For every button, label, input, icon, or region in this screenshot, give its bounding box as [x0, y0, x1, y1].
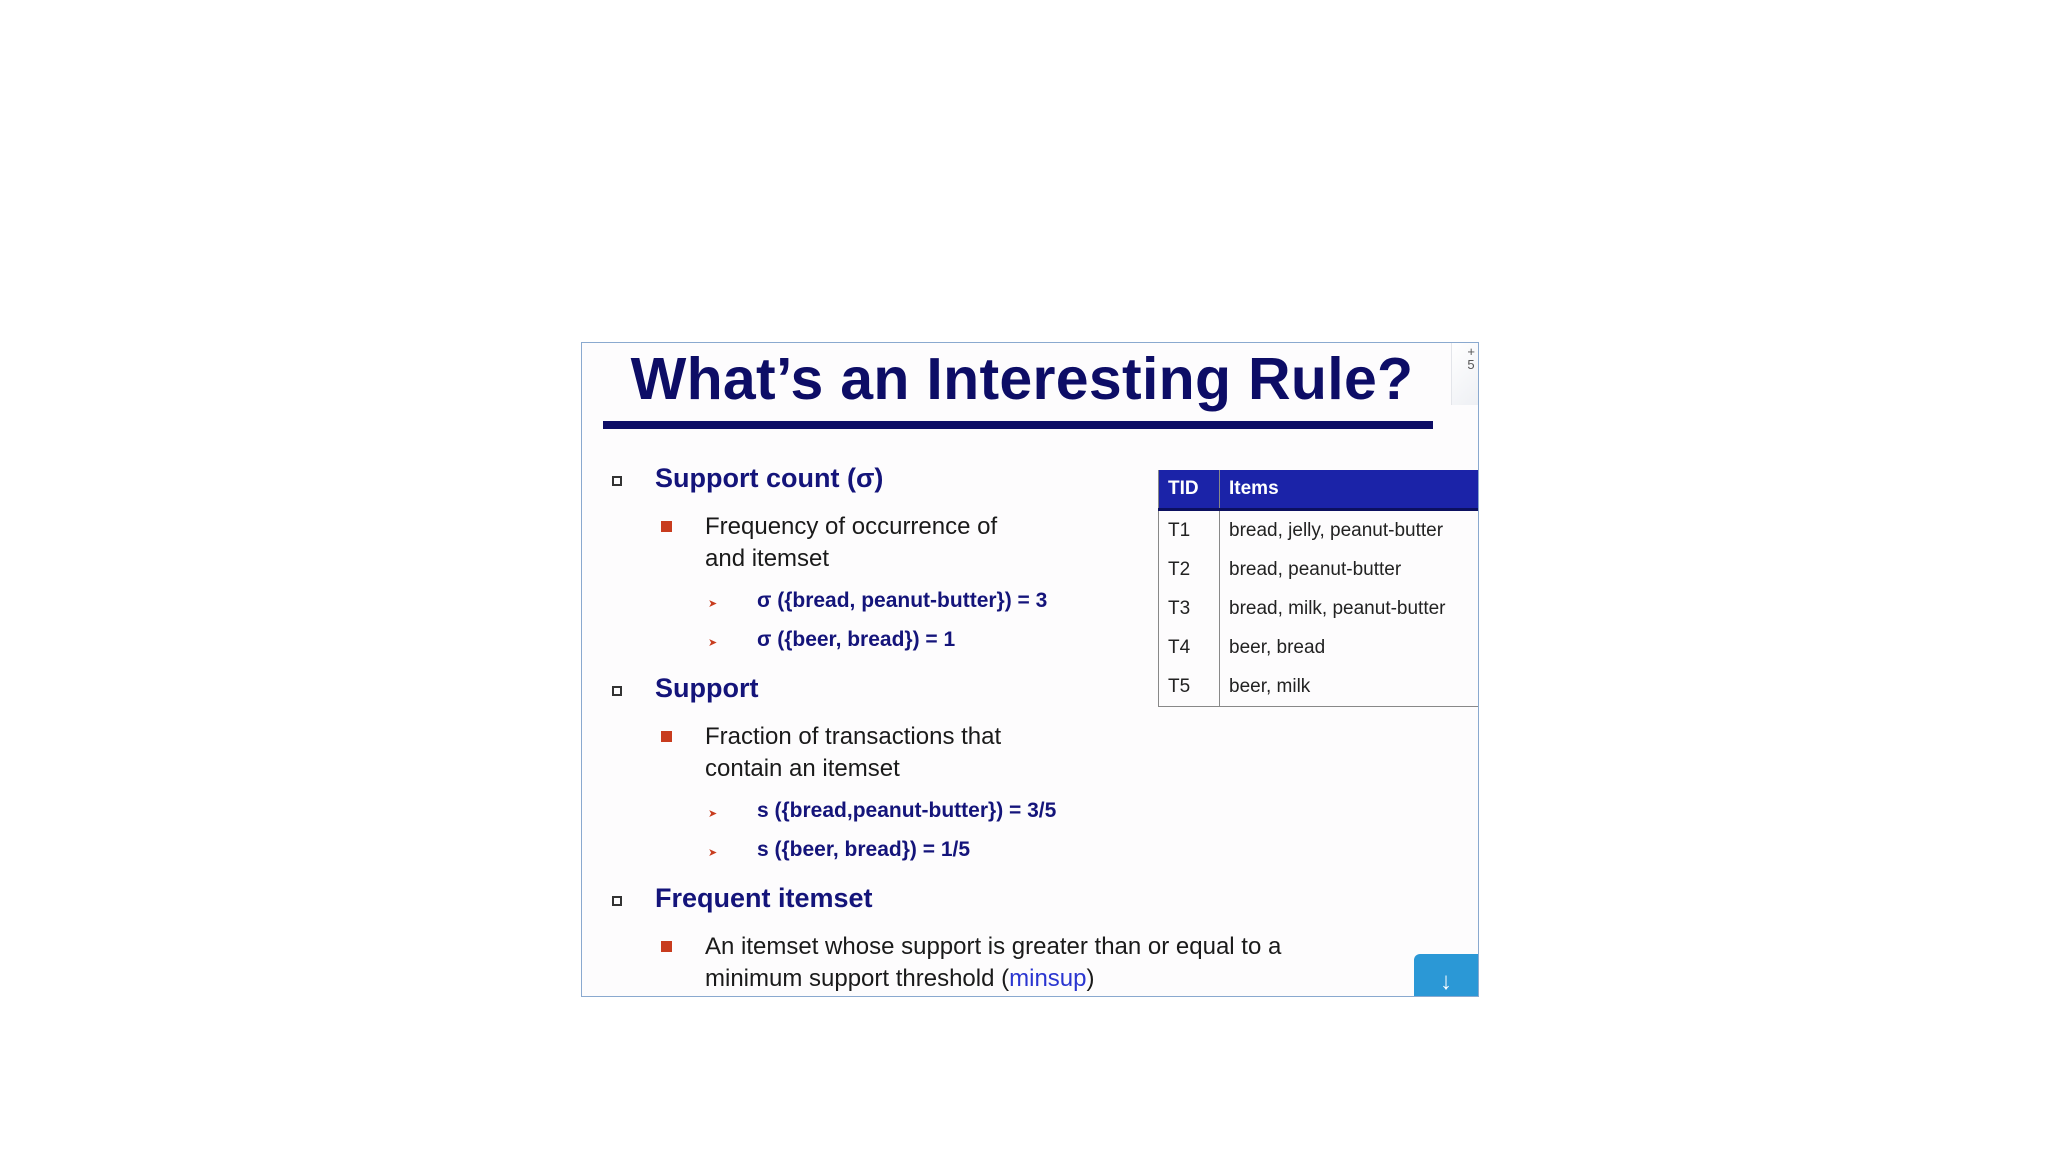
download-arrow-icon: ↓: [1440, 968, 1452, 995]
section-frequent-itemset: [612, 883, 873, 914]
definition-item: [661, 511, 997, 575]
definition-line: contain an itemset: [705, 755, 900, 782]
items-cell: beer, milk: [1220, 667, 1479, 707]
definition-item: [661, 931, 1281, 995]
title-underline: [603, 421, 1433, 429]
tid-cell: T2: [1159, 550, 1220, 589]
square-outline-bullet-icon: [612, 476, 622, 486]
example-item: [708, 799, 1056, 823]
example-item: [708, 589, 1047, 613]
arrow-bullet-icon: ➤: [708, 846, 718, 859]
example-text: σ ({bread, peanut-butter}) = 3: [757, 589, 1048, 612]
definition-item: [661, 721, 1001, 785]
definition-text: [705, 511, 997, 575]
table-header-row: [1159, 470, 1479, 510]
table-row: [1159, 628, 1479, 667]
minsup-term: minsup: [1009, 965, 1087, 992]
tid-cell: T4: [1159, 628, 1220, 667]
definition-line: Fraction of transactions that: [705, 723, 1002, 750]
definition-prefix: minimum support threshold (: [705, 965, 1010, 992]
section-heading: Support: [655, 673, 759, 703]
tid-cell: T5: [1159, 667, 1220, 707]
square-outline-bullet-icon: [612, 896, 622, 906]
definition-line: An itemset whose support is greater than or equal to a: [705, 933, 1282, 960]
example-text: σ ({beer, bread}) = 1: [757, 628, 956, 651]
table-row: [1159, 589, 1479, 628]
items-cell: bread, milk, peanut-butter: [1229, 597, 1446, 619]
section-heading: Frequent itemset: [655, 883, 873, 913]
table-row: [1159, 510, 1479, 551]
arrow-bullet-icon: ➤: [708, 636, 718, 649]
example-item: [708, 838, 970, 862]
page-corner: [1451, 343, 1478, 405]
slide-title: What’s an Interesting Rule?: [630, 346, 1414, 412]
download-button[interactable]: [1414, 954, 1478, 996]
definition-text: [705, 721, 1001, 785]
items-cell: bread, jelly, peanut-butter: [1229, 519, 1444, 541]
definition-line: and itemset: [705, 545, 830, 572]
transaction-table: [1158, 470, 1478, 707]
example-text: s ({bread,peanut-butter}) = 3/5: [757, 799, 1057, 822]
example-text: s ({beer, bread}) = 1/5: [757, 838, 971, 861]
square-bullet-icon: [661, 731, 672, 742]
definition-line: [705, 963, 1281, 995]
arrow-bullet-icon: ➤: [708, 807, 718, 820]
section-heading: Support count (σ): [655, 463, 884, 493]
tid-cell: T3: [1159, 589, 1220, 628]
square-bullet-icon: [661, 521, 672, 532]
definition-line: Frequency of occurrence of: [705, 513, 998, 540]
arrow-bullet-icon: ➤: [708, 597, 718, 610]
definition-suffix: ): [1086, 965, 1095, 992]
section-support: [612, 673, 758, 704]
tid-cell: T1: [1159, 510, 1220, 551]
example-item: [708, 628, 955, 652]
items-cell: beer, bread: [1229, 636, 1326, 658]
corner-glyph: + 5: [1467, 344, 1475, 372]
column-header-tid: TID: [1159, 470, 1220, 510]
items-cell: bread, peanut-butter: [1229, 558, 1402, 580]
square-outline-bullet-icon: [612, 686, 622, 696]
square-bullet-icon: [661, 941, 672, 952]
definition-text: [705, 931, 1281, 995]
column-header-items: Items: [1220, 470, 1479, 510]
table-row: [1159, 550, 1479, 589]
table-row: [1159, 667, 1479, 707]
section-support-count: [612, 463, 883, 494]
slide: [581, 342, 1479, 997]
